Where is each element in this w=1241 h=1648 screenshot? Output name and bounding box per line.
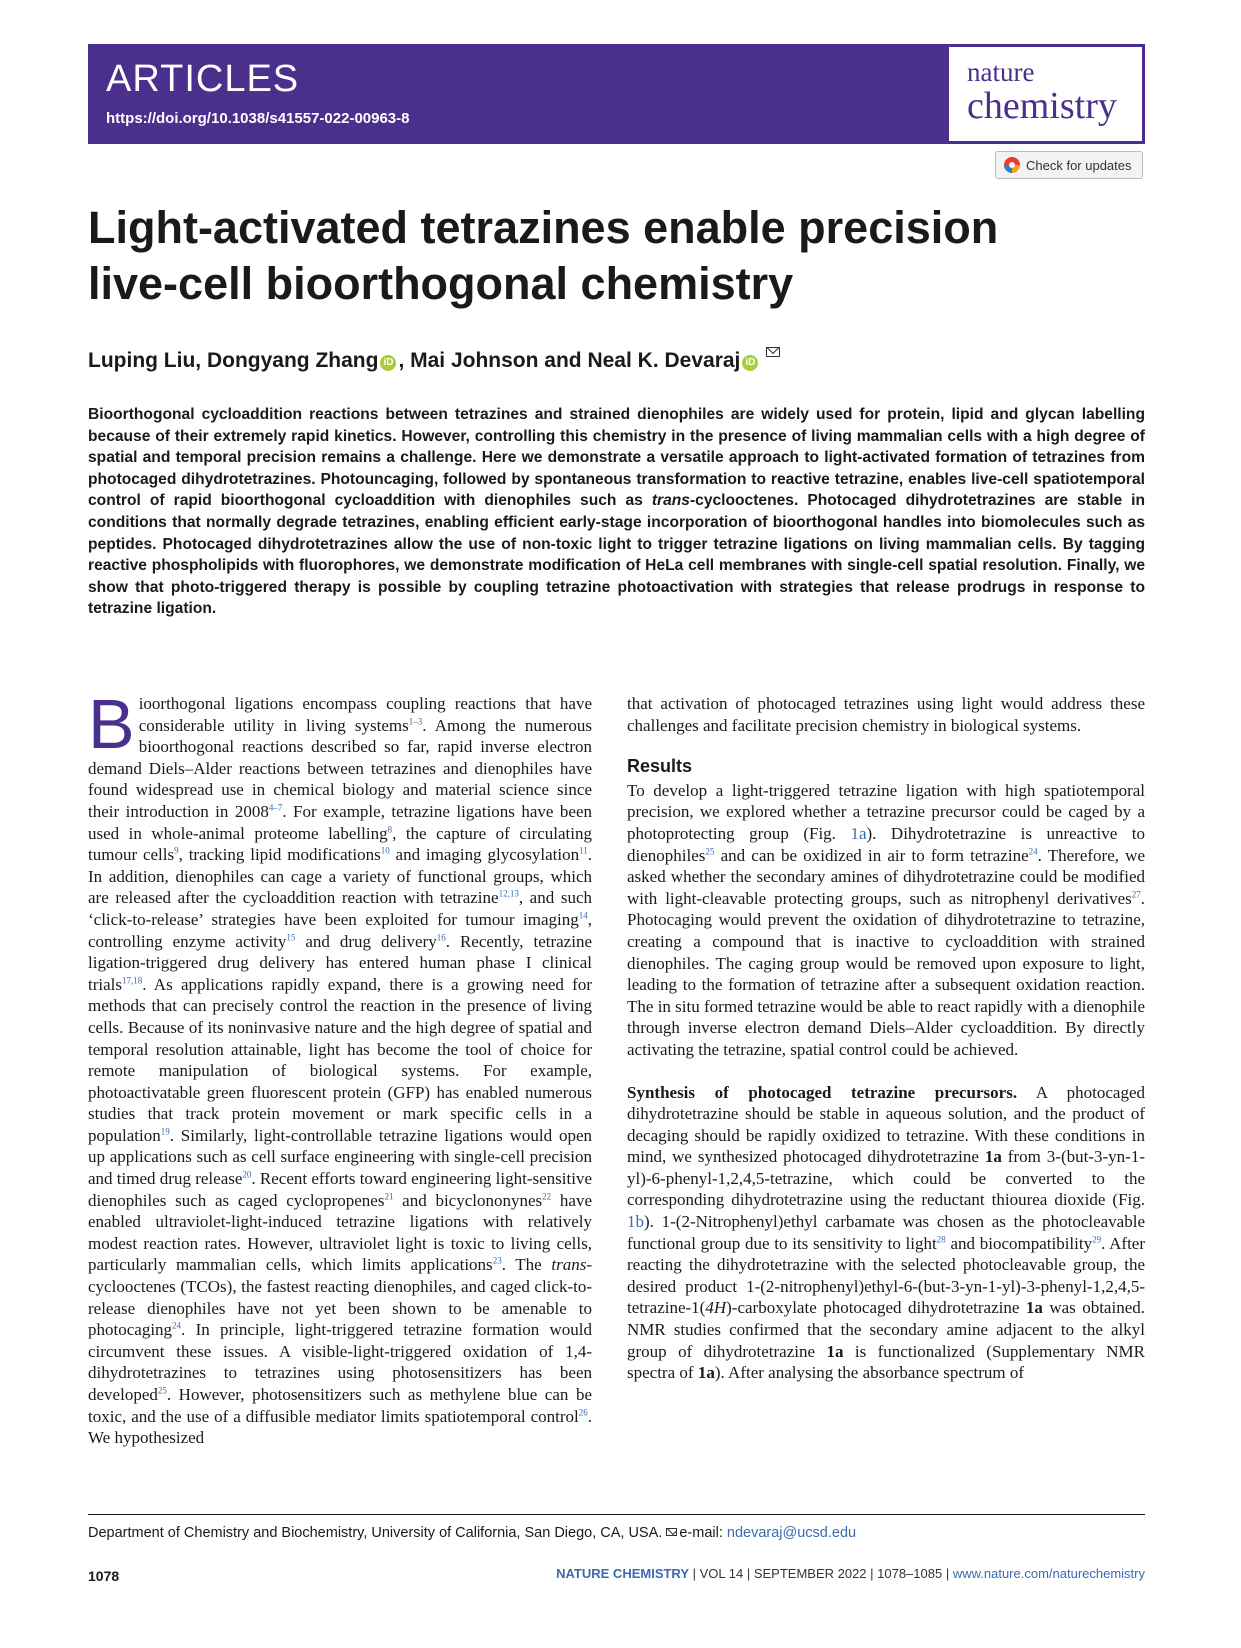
- citation[interactable]: 10: [380, 845, 390, 856]
- header-bar: [88, 44, 1145, 144]
- subsection-heading: Synthesis of photocaged tetrazine precursors.: [627, 1082, 1018, 1102]
- footer-journal: NATURE CHEMISTRY: [556, 1566, 690, 1581]
- orcid-icon[interactable]: iD: [742, 355, 758, 371]
- crossmark-icon: [1004, 157, 1020, 173]
- journal-logo-line1: nature: [967, 57, 1035, 87]
- citation[interactable]: 29: [1092, 1234, 1102, 1244]
- journal-url-link[interactable]: www.nature.com/naturechemistry: [952, 1566, 1145, 1581]
- citation[interactable]: 25: [705, 845, 715, 856]
- authors-part-1: Luping Liu, Dongyang Zhang: [88, 349, 379, 372]
- abstract-text-1: Bioorthogonal cycloaddition reactions between tetrazines and strained dienophiles are widely used for protein, lipid and glycan labelling because of their extremely rapid kinetics. However, controlling this chemistry in the presence of living mammalian cells with a high degree of spatial and temporal precision remains a challenge. Here we demonstrate a versatile approach to light-activated formation of tetrazines from photocaged dihydrotetrazines. Photouncaging, followed by spontaneous transformation to reactive tetrazine, enables live-cell spatiotemporal control of rapid bioorthogonal cycloaddition with dienophiles such as: [88, 406, 1145, 510]
- title-line-1: Light-activated tetrazines enable precision: [88, 202, 999, 253]
- results-paragraph: To develop a light-triggered tetrazine ligation with high spatiotemporal precision, we explored whether a tetrazine precursor could be caged by a photoprotecting group (Fig. 1a). Dihydrotetrazine is unreactive to dienophiles$^{25}$ and can be oxidized in air to form tetrazine$^{24}$. Therefore, we asked whether the secondary amines of dihydrotetrazine could be modified with light-cleavable protecting groups, such as nitrophenyl derivatives$^{27}$. Photocaging would prevent the oxidation of dihydrotetrazine to tetrazine, creating a compound that is inactive to cycloaddition with strained dienophiles. The caging group would be removed upon exposure to light, leading to the formation of tetrazine after a subsequent oxidation reaction. The in situ formed tetrazine would be able to react rapidly with a dienophile through inverse electron demand Diels–Alder cycloaddition. By directly activating the tetrazine, spatial control could be achieved.: [627, 780, 1145, 1059]
- journal-logo-line2: chemistry: [967, 85, 1117, 127]
- citation[interactable]: 24: [172, 1320, 182, 1331]
- journal-logo: [949, 47, 1142, 141]
- citation[interactable]: 28: [936, 1234, 946, 1244]
- citation[interactable]: 4–7: [268, 802, 283, 813]
- doi-link[interactable]: https://doi.org/10.1038/s41557-022-00963-8: [106, 110, 410, 127]
- check-for-updates-button[interactable]: [995, 151, 1143, 179]
- citation[interactable]: 8: [387, 823, 393, 834]
- citation[interactable]: 9: [174, 845, 179, 856]
- citation[interactable]: 27: [1131, 889, 1141, 900]
- figure-link[interactable]: 1b: [627, 1212, 644, 1232]
- title-line-2: live-cell bioorthogonal chemistry: [88, 258, 794, 309]
- orcid-icon[interactable]: iD: [380, 355, 396, 371]
- abstract-text-2: -cyclooctenes. Photocaged dihydrotetrazines are stable in conditions that normally degrade tetrazines, enabling efficient early-stage incorporation of bioorthogonal handles into biomolecules such as peptides. Photocaged dihydrotetrazines allow the use of non-toxic light to trigger tetrazine ligations on living mammalian cells. By tagging reactive phospholipids with fluorophores, we demonstrate modification of HeLa cell membranes with single-cell spatial resolution. Finally, we show that photo-triggered therapy is possible by coupling tetrazine photoactivation with strategies that release prodrugs in response to tetrazine ligation.: [88, 492, 1146, 618]
- citation[interactable]: 11: [579, 845, 588, 856]
- drop-cap: B: [88, 685, 135, 763]
- page-number: 1078: [88, 1568, 120, 1584]
- intro-paragraph: Bioorthogonal ligations encompass coupling reactions that have considerable utility in living systems$^{1-3}$. Among the numerous bioorthogonal reactions described so far, rapid inverse electron demand Diels–Alder reactions between tetrazines and dienophiles have found widespread use in chemical biology and material science since their introduction in 2008$^{4-7}$. For example, tetrazine ligations have been used in whole-animal proteome labelling$^8$, the capture of circulating tumour cells$^9$, tracking lipid modifications$^{10}$ and imaging glycosylation$^{11}$. In addition, dienophiles can cage a variety of functional groups, which are released after the cycloaddition reaction with tetrazine$^{12,13}$, and such ‘click-to-release’ strategies have been exploited for tumour imaging$^{14}$, controlling enzyme activity$^{15}$ and drug delivery$^{16}$. Recently, tetrazine ligation-triggered drug delivery has entered human phase I clinical trials$^{17,18}$. As applications rapidly expand, there is a growing need for methods that can precisely control the reaction in the presence of living cells. Because of its noninvasive nature and the high degree of spatial and temporal resolution attainable, light has become the tool of choice for remote manipulation of biological systems. For example, photoactivatable green fluorescent protein (GFP) has enabled numerous studies that track protein movement or mark specific cells in a population$^{19}$. Similarly, light-controllable tetrazine ligations would open up applications such as cell surface engineering with single-cell precision and timed drug release$^{20}$. Recent efforts toward engineering light-sensitive dienophiles such as caged cyclopropenes$^{21}$ and bicyclononynes$^{22}$ have enabled ultraviolet-light-induced tetrazine ligations with relatively modest reaction rates. However, ultraviolet light is toxic to living cells, particularly mammalian cells, which limits applications$^{23}$. The trans-cyclooctenes (TCOs), the fastest reacting dienophiles, and caged click-to-release dienophiles have not yet been shown to be amenable to photocaging$^{24}$. In principle, light-triggered tetrazine formation would circumvent these issues. A visible-light-triggered oxidation of 1,4-dihydrotetrazines to tetrazines using photosensitizers has been developed$^{25}$. However, photosensitizers such as methylene blue can be toxic, and the use of a diffusible mediator limits spatiotemporal control$^{26}$. We hypothesized: [88, 685, 593, 1448]
- article-title: [88, 200, 1088, 312]
- figure-link[interactable]: 1a: [850, 823, 867, 843]
- check-for-updates-label: Check for updates: [1026, 157, 1132, 173]
- footnote-divider: [88, 1514, 1145, 1515]
- citation[interactable]: 16: [436, 931, 446, 942]
- citation[interactable]: 25: [157, 1385, 167, 1396]
- citation[interactable]: 15: [286, 931, 296, 942]
- citation[interactable]: 17,18: [122, 975, 143, 986]
- continued-paragraph: that activation of photocaged tetrazines using light would address these challenges and facilitate precision chemistry in biological systems.: [627, 694, 1145, 735]
- email-link[interactable]: ndevaraj@ucsd.edu: [726, 1525, 857, 1541]
- citation[interactable]: 23: [492, 1255, 502, 1266]
- citation[interactable]: 12,13: [498, 888, 519, 899]
- abstract-italic: trans: [651, 492, 690, 510]
- affiliation-footnote: Department of Chemistry and Biochemistry, University of California, San Diego, CA, USA. e-mail: ndevaraj@ucsd.edu: [88, 1525, 857, 1541]
- results-heading: Results: [627, 756, 693, 777]
- citation[interactable]: 26: [578, 1406, 588, 1417]
- citation[interactable]: 14: [578, 910, 588, 921]
- envelope-icon[interactable]: [766, 347, 780, 357]
- citation[interactable]: 19: [160, 1126, 170, 1137]
- body-column-left: [88, 685, 593, 1449]
- abstract: [88, 404, 1145, 620]
- envelope-icon: [666, 1528, 677, 1536]
- author-list: [88, 347, 1088, 373]
- journal-footer: NATURE CHEMISTRY | VOL 14 | SEPTEMBER 2022 | 1078–1085 | www.nature.com/naturechemistry: [556, 1566, 1145, 1581]
- citation[interactable]: 24: [1028, 845, 1038, 856]
- section-label: ARTICLES: [106, 58, 300, 100]
- authors-part-2: , Mai Johnson and Neal K. Devaraj: [398, 349, 741, 372]
- citation[interactable]: 20: [242, 1169, 252, 1180]
- citation[interactable]: 1–3: [408, 715, 423, 726]
- body-column-right: [627, 693, 1145, 1384]
- citation[interactable]: 22: [542, 1191, 552, 1201]
- synthesis-paragraph: Synthesis of photocaged tetrazine precursors. A photocaged dihydrotetrazine should be stable in aqueous solution, and the product of decaging should be rapidly oxidized to tetrazine. With these conditions in mind, we synthesized photocaged dihydrotetrazine 1a from 3-(but-3-yn-1-yl)-6-phenyl-1,2,4,5-tetrazine, which could be converted to the corresponding dihydrotetrazine using the reductant thiourea dioxide (Fig. 1b). 1-(2-Nitrophenyl)ethyl carbamate was chosen as the photocleavable functional group due to its sensitivity to light$^{28}$ and biocompatibility$^{29}$. After reacting the dihydrotetrazine with the selected photocleavable group, the desired product 1-(2-nitrophenyl)ethyl-6-(but-3-yn-1-yl)-3-phenyl-1,2,4,5-tetrazine-1(4H)-carboxylate photocaged dihydrotetrazine 1a was obtained. NMR studies confirmed that the secondary amine adjacent to the alkyl group of dihydrotetrazine 1a is functionalized (Supplementary NMR spectra of 1a). After analysing the absorbance spectrum of: [627, 1082, 1146, 1383]
- citation[interactable]: 21: [384, 1191, 394, 1201]
